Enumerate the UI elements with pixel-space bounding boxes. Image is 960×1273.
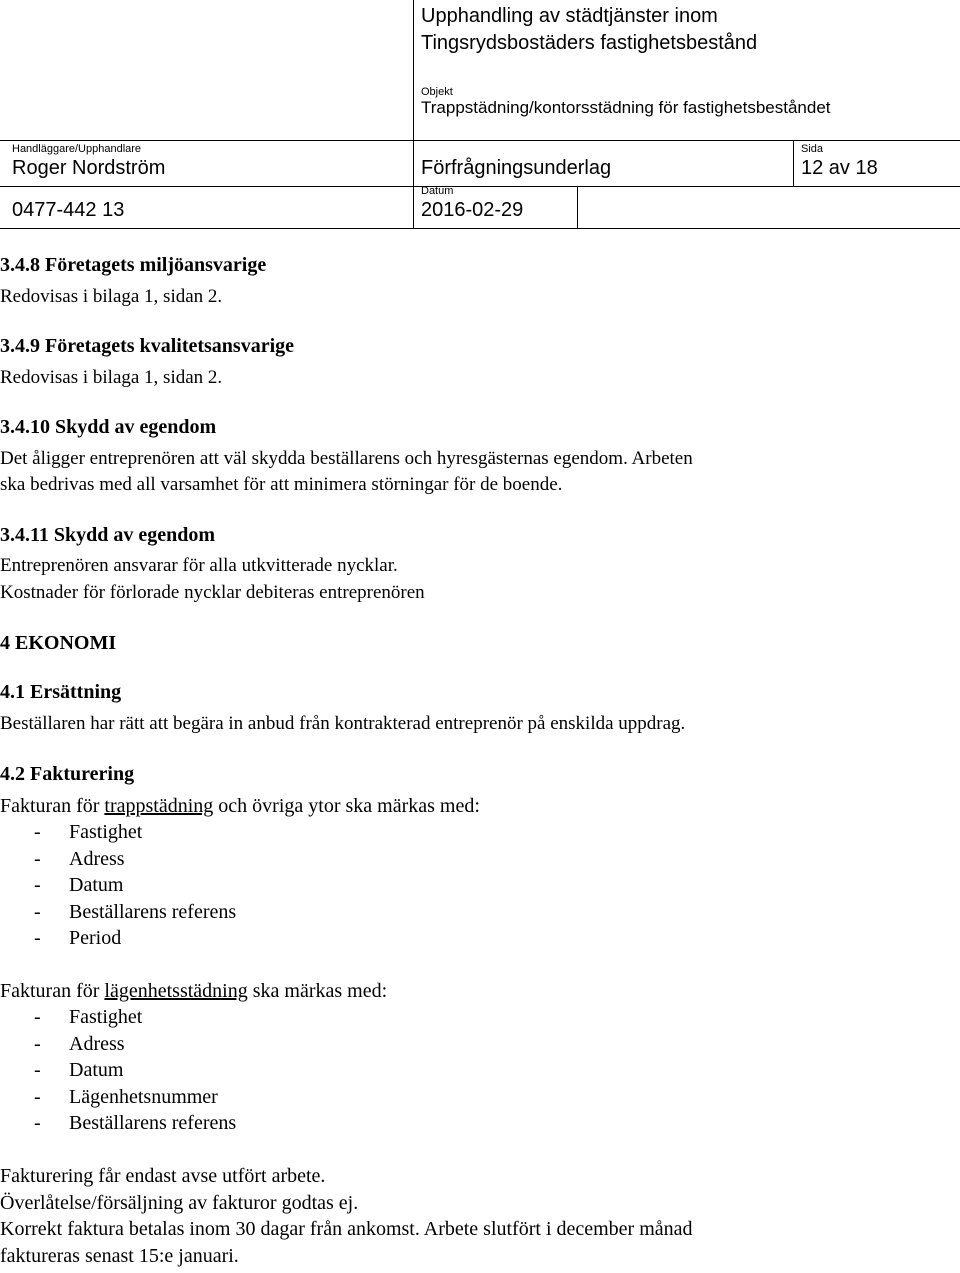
section-3-4-8-heading: 3.4.8 Företagets miljöansvarige: [0, 254, 267, 276]
list-item-text: Period: [69, 927, 122, 949]
datum-value: 2016-02-29: [421, 199, 524, 221]
list-item: [34, 1033, 125, 1056]
header-divider-v3: [577, 186, 578, 228]
list-item-text: Beställarens referens: [69, 1112, 237, 1134]
list-dash: -: [34, 821, 41, 843]
list-dash: -: [34, 1112, 41, 1134]
list-item: [34, 821, 143, 844]
lgh-intro-pre: Fakturan för: [0, 980, 105, 1002]
phone-number: 0477-442 13: [12, 199, 125, 221]
header-divider-v2: [413, 140, 414, 228]
header-divider-v1: [413, 0, 414, 140]
list-dash: -: [34, 874, 41, 896]
list-item-text: Lägenhetsnummer: [69, 1086, 218, 1108]
section-3-4-9-text: Redovisas i bilaga 1, sidan 2.: [0, 367, 223, 388]
header-divider-h3: [0, 228, 960, 229]
trapp-intro-post: och övriga ytor ska märkas med:: [213, 795, 480, 817]
list-item: [34, 1059, 124, 1082]
trapp-intro-pre: Fakturan för: [0, 795, 105, 817]
doc-type: Förfrågningsunderlag: [421, 157, 612, 179]
handlaggare-label: Handläggare/Upphandlare: [12, 143, 142, 155]
list-dash: -: [34, 927, 41, 949]
list-item: [34, 927, 122, 950]
section-3-4-10-heading: 3.4.10 Skydd av egendom: [0, 416, 217, 438]
section-3-4-10-line2: ska bedrivas med all varsamhet för att minimera störningar för de boende.: [0, 474, 563, 495]
list-dash: -: [34, 901, 41, 923]
list-dash: -: [34, 1086, 41, 1108]
section-4-2-heading: 4.2 Fakturering: [0, 763, 135, 785]
footer-line1: Fakturering får endast avse utfört arbete.: [0, 1165, 326, 1187]
trapp-intro: [0, 795, 480, 818]
list-item: [34, 874, 124, 897]
list-item-text: Datum: [69, 874, 124, 896]
section-4-heading: 4 EKONOMI: [0, 632, 117, 654]
list-item: [34, 1006, 143, 1029]
list-item: [34, 1086, 218, 1109]
section-3-4-11-line2: Kostnader för förlorade nycklar debiteras entreprenören: [0, 582, 425, 603]
list-dash: -: [34, 848, 41, 870]
sida-label: Sida: [801, 143, 824, 155]
section-4-1-heading: 4.1 Ersättning: [0, 681, 122, 703]
lgh-term: lägenhetsstädning: [104, 980, 248, 1002]
list-dash: -: [34, 1059, 41, 1081]
doc-title-line2: Tingsrydsbostäders fastighetsbestånd: [421, 32, 758, 54]
list-dash: -: [34, 1033, 41, 1055]
objekt-label: Objekt: [421, 86, 453, 98]
list-item-text: Fastighet: [69, 1006, 143, 1028]
doc-title-line1: Upphandling av städtjänster inom: [421, 5, 718, 27]
datum-label: Datum: [421, 185, 454, 197]
lgh-intro-post: ska märkas med:: [247, 980, 388, 1002]
section-3-4-11-line1: Entreprenören ansvarar för alla utkvitterade nycklar.: [0, 555, 398, 576]
footer-line2: Överlåtelse/försäljning av fakturor godtas ej.: [0, 1192, 359, 1214]
footer-line3: Korrekt faktura betalas inom 30 dagar från ankomst. Arbete slutfört i december månad: [0, 1218, 693, 1240]
section-3-4-8-text: Redovisas i bilaga 1, sidan 2.: [0, 286, 223, 307]
footer-line4: faktureras senast 15:e januari.: [0, 1245, 239, 1267]
list-item: [34, 1112, 237, 1135]
lgh-intro: [0, 980, 387, 1003]
page-number: 12 av 18: [801, 157, 878, 179]
header-divider-h2: [0, 186, 960, 187]
list-item-text: Datum: [69, 1059, 124, 1081]
trapp-term: trappstädning: [104, 795, 214, 817]
list-item-text: Fastighet: [69, 821, 143, 843]
list-item-text: Beställarens referens: [69, 901, 237, 923]
section-3-4-11-heading: 3.4.11 Skydd av egendom: [0, 524, 216, 546]
header-divider-v4: [793, 140, 794, 186]
list-dash: -: [34, 1006, 41, 1028]
list-item-text: Adress: [69, 1033, 125, 1055]
list-item: [34, 901, 237, 924]
handlaggare-name: Roger Nordström: [12, 157, 166, 179]
list-item-text: Adress: [69, 848, 125, 870]
section-4-1-text: Beställaren har rätt att begära in anbud från kontrakterad entreprenör på enskilda uppdrag.: [0, 713, 686, 734]
list-item: [34, 848, 125, 871]
objekt-value: Trappstädning/kontorsstädning för fastighetsbeståndet: [421, 98, 831, 117]
section-3-4-9-heading: 3.4.9 Företagets kvalitetsansvarige: [0, 335, 295, 357]
header-divider-h1: [0, 140, 960, 141]
section-3-4-10-line1: Det åligger entreprenören att väl skydda beställarens och hyresgästernas egendom. Arbeten: [0, 448, 693, 469]
